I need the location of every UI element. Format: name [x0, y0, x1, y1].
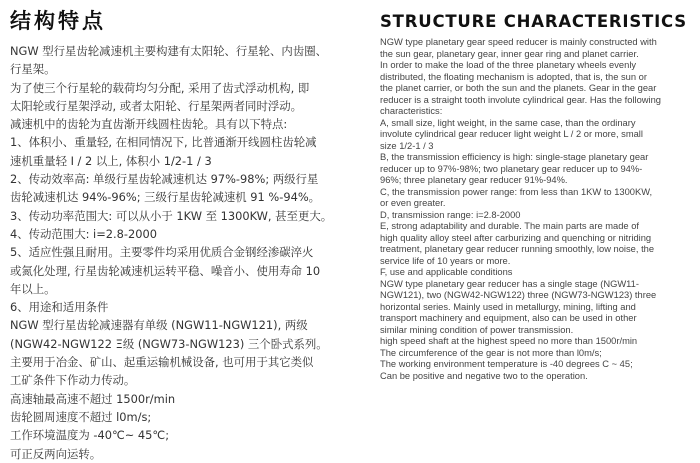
text-line: service life of 10 years or more.: [380, 255, 511, 266]
text-line: high quality alloy steel after carburizing and quenching or nitriding: [380, 232, 652, 243]
text-line: the sun gear, planetary gear, inner gear ring and planet carrier.: [380, 48, 639, 59]
text-line: 太阳轮或行星架浮动, 或者太阳轮、行星架两者同时浮动。: [10, 98, 303, 113]
text-line: distributed, the floating mechanism is adopted, that is, the sun or: [380, 71, 647, 82]
text-line: 主要用于冶金、矿山、起重运输机械设备, 也可用于其它类似: [10, 355, 314, 370]
text-line: The circumference of the gear is not more than l0m/s;: [380, 347, 602, 358]
text-line: 6、用途和适用条件: [10, 300, 109, 315]
text-line: NGW121), two (NGW42-NGW122) three (NGW73-NGW123) three: [380, 290, 657, 300]
text-line: size 1/2-1 / 3: [380, 140, 434, 151]
text-line: 高速轴最高速不超过 1500r/min: [10, 391, 176, 406]
text-line: 2、传动效率高: 单级行星齿轮减速机达 97%-98%; 两级行星: [10, 172, 319, 187]
text-line: reducer is a straight tooth involute cylindrical gear. Has the following: [380, 94, 661, 105]
text-line: 或氮化处理, 行星齿轮减速机运转平稳、噪音小、使用寿命 10: [10, 263, 321, 278]
text-line: the planet carrier, or both the sun and the planets. Gear in the gear: [380, 83, 657, 93]
text-line: (NGW42-NGW122 Ξ级 (NGW73-NGW123) 三个卧式系列。: [10, 336, 328, 351]
chinese-column: [10, 0, 362, 463]
text-line: 工矿条件下作动力传动。: [10, 373, 136, 388]
text-line: NGW type planetary gear reducer has a single stage (NGW11-: [380, 278, 639, 289]
text-line: 年以上。: [10, 281, 56, 296]
text-line: high speed shaft at the highest speed no more than 1500r/min: [380, 336, 638, 346]
text-line: The working environment temperature is -40 degrees C ~ 45;: [380, 359, 633, 369]
text-line: 可正反两向运转。: [10, 446, 102, 461]
text-line: 5、适应性强且耐用。主要零件均采用优质合金钢经渗碳淬火: [10, 245, 314, 260]
text-line: 3、传动功率范围大: 可以从小于 1KW 至 1300KW, 甚至更大。: [10, 208, 333, 223]
english-body: [380, 37, 696, 382]
text-line: Can be positive and negative two to the operation.: [380, 370, 588, 381]
text-line: B, the transmission efficiency is high: single-stage planetary gear: [380, 152, 649, 162]
text-line: F, use and applicable conditions: [380, 267, 513, 277]
text-line: 速机重量轻 I / 2 以上, 体积小 1/2-1 / 3: [10, 153, 212, 168]
chinese-body: [10, 42, 362, 463]
text-line: or even greater.: [380, 198, 446, 208]
text-line: 齿轮减速机达 94%-96%; 三级行星齿轮减速机 91 %-94%。: [10, 190, 321, 205]
text-line: NGW type planetary gear speed reducer is mainly constructed with: [380, 37, 657, 47]
text-line: horizontal series. Mainly used in metallurgy, mining, lifting and: [380, 301, 636, 312]
text-line: 减速机中的齿轮为直齿渐开线圆柱齿轮。具有以下特点:: [10, 117, 288, 132]
text-line: A, small size, light weight, in the same case, than the ordinary: [380, 117, 636, 128]
text-line: 齿轮圆周速度不超过 l0m/s;: [10, 409, 152, 424]
text-line: 1、体积小、重量轻, 在相同情况下, 比普通渐开线圆柱齿轮减: [10, 135, 317, 150]
text-line: NGW 型行星齿轮减速机主要构建有太阳轮、行星轮、内齿圈、: [10, 44, 327, 58]
chinese-title: 结构特点: [10, 9, 106, 33]
english-column: [380, 0, 696, 382]
text-line: C, the transmission power range: from less than 1KW to 1300KW,: [380, 186, 653, 197]
text-line: 96%; three planetary gear reducer 91%-94%.: [380, 175, 568, 185]
english-title: STRUCTURE CHARACTERISTICS: [380, 12, 687, 31]
text-line: NGW 型行星齿轮减速器有单级 (NGW11-NGW121), 两级: [10, 318, 308, 333]
text-line: 4、传动范围大: i=2.8-2000: [10, 226, 157, 241]
text-line: transport machinery and equipment, also can be used in other: [380, 313, 637, 323]
text-line: reducer up to 97%-98%; two planetary gear reducer up to 94%-: [380, 163, 643, 174]
text-line: similar mining condition of power transmission.: [380, 324, 574, 335]
text-line: E, strong adaptability and durable. The main parts are made of: [380, 221, 640, 231]
text-line: 工作环境温度为 -40℃~ 45℃;: [10, 428, 170, 443]
text-line: involute cylindrical gear reducer light weight L / 2 or more, small: [380, 129, 643, 139]
text-line: characteristics:: [380, 106, 443, 116]
text-line: In order to make the load of the three planetary wheels evenly: [380, 60, 637, 70]
text-line: 行星架。: [10, 62, 56, 77]
text-line: D, transmission range: i=2.8-2000: [380, 209, 521, 220]
text-line: 为了使三个行星轮的载荷均匀分配, 采用了齿式浮动机构, 即: [10, 80, 310, 95]
text-line: treatment, planetary gear reducer running smoothly, low noise, the: [380, 244, 655, 254]
